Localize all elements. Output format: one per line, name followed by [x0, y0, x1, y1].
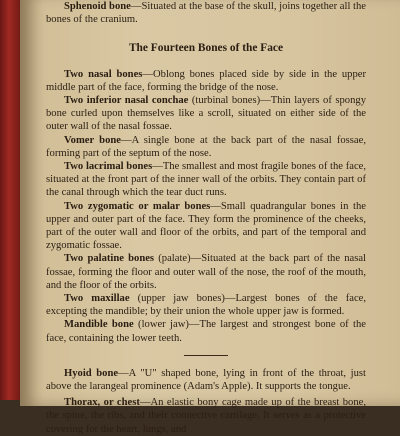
term-zygomatic: Two zygomatic or malar bones: [64, 200, 211, 212]
desc-mandible: (lower jaw)—The largest and strongest bone of the face, containing the lower teeth.: [46, 319, 366, 344]
paragraph-vomer: [46, 134, 366, 160]
term-lacrimal: Two lacrimal bones: [64, 161, 153, 173]
term-hyoid: Hyoid bone: [64, 367, 119, 379]
term-thorax: Thorax, or chest: [64, 397, 140, 409]
term-sphenoid: Sphenoid bone: [64, 1, 131, 12]
term-palatine: Two palatine bones: [64, 253, 155, 265]
term-nasal: Two nasal bones: [64, 68, 143, 80]
term-vomer: Vomer bone: [64, 134, 121, 146]
paragraph-maxillae: [46, 292, 366, 318]
desc-vomer: —A single bone at the back part of the nasal fossae, forming part of the septum of the nose.: [46, 134, 366, 159]
desc-hyoid: —A "U" shaped bone, lying in front of the throat, just above the larangeal prominence (Adam's Apple). It supports the tongue.: [46, 367, 366, 393]
paragraph-sphenoid: [46, 0, 366, 26]
paragraph-thorax: [46, 396, 366, 436]
page-text: [46, 0, 366, 436]
paragraph-hyoid: [46, 367, 366, 393]
section-heading: The Fourteen Bones of the Face: [128, 42, 284, 55]
paragraph-lacrimal: [46, 160, 366, 200]
paragraph-zygomatic: [46, 200, 366, 253]
desc-conchae: (turbinal bones)—Thin layers of spongy bone curled upon themselves like a scroll, situated on either side of the outer wall of the nasal fossae.: [46, 95, 366, 133]
desc-lacrimal: —The smallest and most fragile bones of the face, situated at the front part of the inner wall of the orbits. They contain part of the canal through which the tear duct runs.: [46, 161, 366, 199]
desc-palatine: (palate)—Situated at the back part of the nasal fossae, forming the floor and outer wall of the nose, the roof of the mouth, and the floor of the orbits.: [46, 253, 366, 291]
term-conchae: Two inferior nasal conchae: [64, 95, 189, 107]
paragraph-palatine: [46, 252, 366, 292]
section-divider: [184, 355, 228, 356]
desc-zygomatic: —Small quadrangular bones in the upper and outer part of the face. They form the prominence of the cheeks, part of the outer wall and floor of the orbits, and part of the temporal and zygomatic fossae.: [46, 200, 366, 252]
desc-nasal: —Oblong bones placed side by side in the upper middle part of the face, forming the bridge of the nose.: [46, 68, 367, 93]
desc-maxillae: (upper jaw bones)—Largest bones of the face, excepting the mandible; by their union the whole upper jaw is formed.: [46, 293, 366, 318]
term-maxillae: Two maxillae: [64, 293, 130, 305]
term-mandible: Mandible bone: [64, 319, 134, 331]
paragraph-conchae: [46, 94, 366, 134]
desc-thorax: —An elastic bony cage made up of the breast bone, the spine, the ribs, and their connective cartilage. It serves as a protective covering for the heart, lungs, and: [46, 397, 366, 435]
desc-sphenoid: —Situated at the base of the skull, joins together all the bones of the cranium.: [46, 1, 366, 26]
paragraph-nasal: [46, 68, 366, 94]
paragraph-mandible: [46, 318, 366, 344]
